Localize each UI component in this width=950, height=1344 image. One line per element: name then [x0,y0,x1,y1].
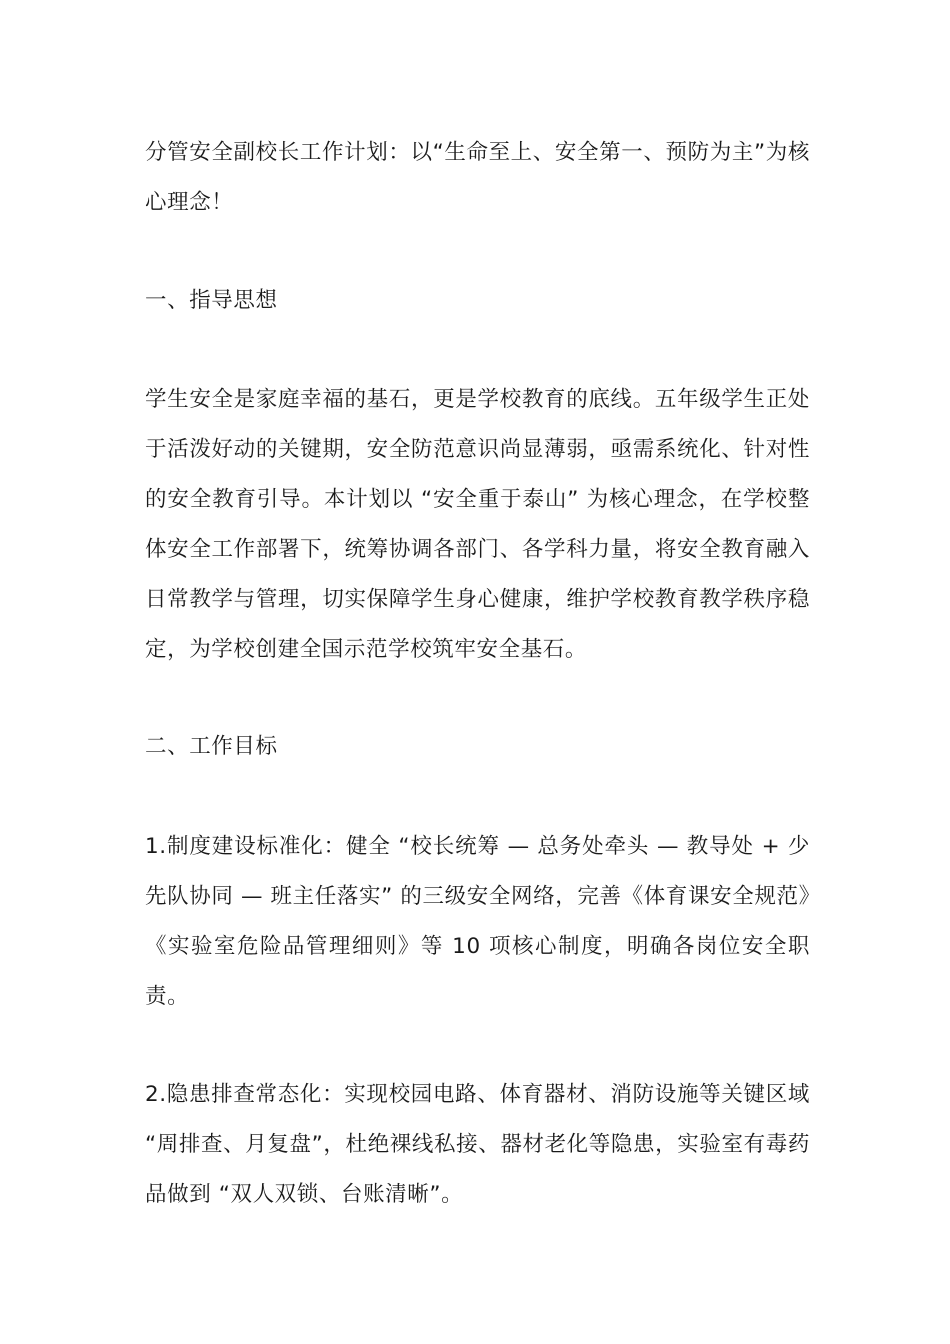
section-heading-work-goals: 二、工作目标 [145,734,278,759]
goal-item-hazard-inspection: 2.隐患排查常态化：实现校园电路、体育器材、消防设施等关键区域 “周排查、月复盘”，杜绝裸线私接、器材老化等隐患，实验室有毒药品做到 “双人双锁、台账清晰”。 [145,1082,810,1207]
goal-item-institution-standardization: 1.制度建设标准化：健全 “校长统筹 — 总务处牵头 — 教导处 + 少先队协同 — 班主任落实” 的三级安全网络，完善《体育课安全规范》《实验室危险品管理细则》等 10 项核心制度，明确各岗位安全职责。 [145,834,810,1009]
guiding-ideology-paragraph: 学生安全是家庭幸福的基石，更是学校教育的底线。五年级学生正处于活泼好动的关键期，安全防范意识尚显薄弱，亟需系统化、针对性的安全教育引导。本计划以 “安全重于泰山” 为核心理念，在学校整体安全工作部署下，统筹协调各部门、各学科力量，将安全教育融入日常教学与管理，切实保障学生身心健康，维护学校教育教学秩序稳定，为学校创建全国示范学校筑牢安全基石。 [145,387,810,662]
section-heading-guiding-ideology: 一、指导思想 [145,288,278,313]
title-paragraph: 分管安全副校长工作计划：以“生命至上、安全第一、预防为主”为核心理念！ [145,140,810,215]
